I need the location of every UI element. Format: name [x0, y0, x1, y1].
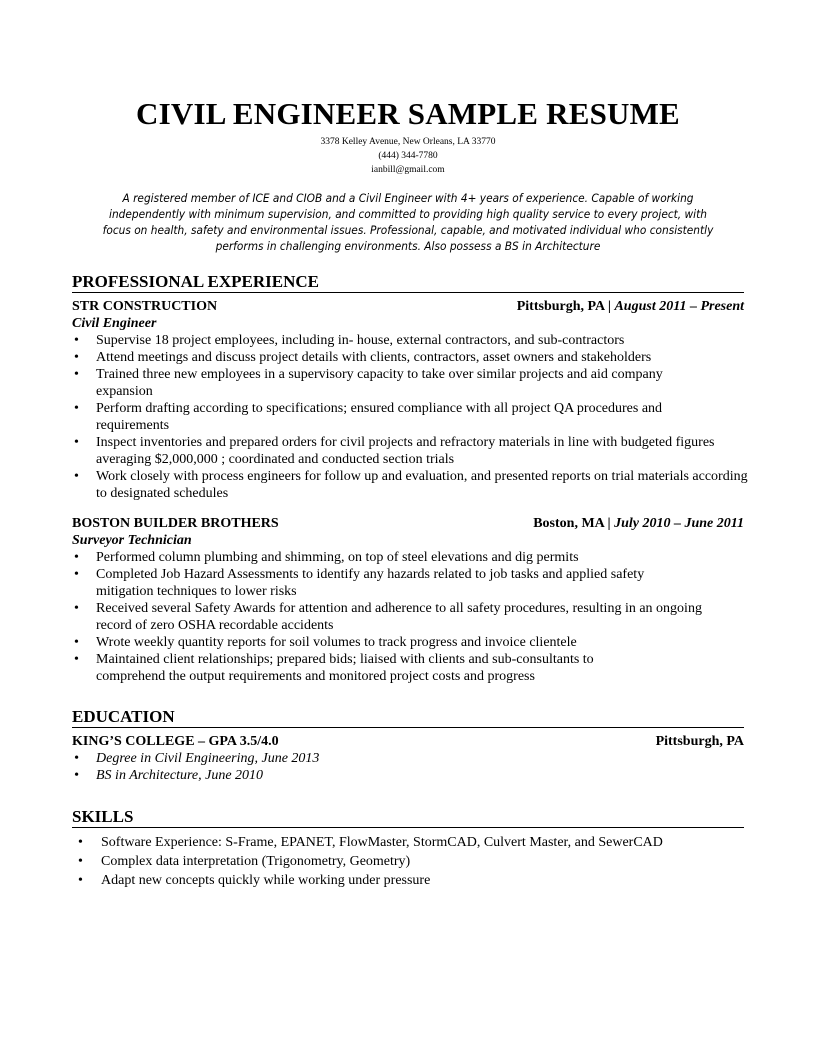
- job-bullet: • Received several Safety Awards for attention and adherence to all safety procedures, resulting in an ongoing record of zero OSHA recordable accidents: [72, 600, 706, 634]
- school-name: KING’S COLLEGE – GPA 3.5/4.0: [72, 734, 279, 749]
- job-location: Pittsburgh, PA |: [516, 299, 611, 314]
- job-dates: August 2011 – Present: [614, 299, 744, 314]
- job-bullet: • Maintained client relationships; prepared bids; liaised with clients and sub-consultants to comprehend the output requirements and monitored project costs and progress: [72, 651, 656, 685]
- section-heading-education: EDUCATION: [72, 707, 744, 728]
- skill-item: • Software Experience: S-Frame, EPANET, FlowMaster, StormCAD, Culvert Master, and SewerCAD: [76, 833, 752, 852]
- job-header: [72, 298, 744, 315]
- skill-item: • Complex data interpretation (Trigonometry, Geometry): [76, 852, 752, 871]
- education-item: • BS in Architecture, June 2010: [72, 767, 748, 784]
- job-dates: July 2010 – June 2011: [614, 516, 744, 531]
- job-bullet-list: [72, 332, 748, 502]
- job-bullet: • Performed column plumbing and shimming, on top of steel elevations and dig permits: [72, 549, 748, 566]
- section-heading-experience: PROFESSIONAL EXPERIENCE: [72, 272, 744, 293]
- job-bullet: • Supervise 18 project employees, including in- house, external contractors, and sub-contractors: [72, 332, 748, 349]
- education-item: • Degree in Civil Engineering, June 2013: [72, 750, 748, 767]
- contact-address: 3378 Kelley Avenue, New Orleans, LA 33770: [320, 137, 496, 147]
- job-bullet: • Work closely with process engineers for follow up and evaluation, and presented reports on trial materials according to designated schedules: [72, 468, 751, 502]
- job-bullet: • Perform drafting according to specifications; ensured compliance with all project QA procedures and requirements: [72, 400, 671, 434]
- job-bullet: • Trained three new employees in a supervisory capacity to take over similar projects and aid company expansion: [72, 366, 696, 400]
- section-heading-skills: SKILLS: [72, 807, 744, 828]
- skill-item: • Adapt new concepts quickly while working under pressure: [76, 871, 752, 890]
- job-location-dates: [533, 515, 744, 532]
- job-bullet: • Inspect inventories and prepared orders for civil projects and refractory materials in line with budgeted figures averaging $2,000,000 ; coordinated and conducted section trials: [72, 434, 748, 468]
- resume-title: CIVIL ENGINEER SAMPLE RESUME: [136, 96, 680, 131]
- education-header: [72, 733, 744, 750]
- job-location: Boston, MA |: [533, 516, 611, 531]
- job-bullet-list: [72, 549, 748, 685]
- company-name: STR CONSTRUCTION: [72, 299, 218, 314]
- skills-list: [76, 833, 752, 890]
- job-bullet: • Completed Job Hazard Assessments to identify any hazards related to job tasks and applied safety mitigation techniques to lower risks: [72, 566, 696, 600]
- job-title: Civil Engineer: [72, 316, 157, 331]
- contact-email: ianbill@gmail.com: [371, 165, 445, 175]
- company-name: BOSTON BUILDER BROTHERS: [72, 516, 279, 531]
- education-list: [72, 750, 748, 784]
- job-title: Surveyor Technician: [72, 533, 192, 548]
- school-location: Pittsburgh, PA: [655, 734, 744, 749]
- job-location-dates: [517, 298, 744, 315]
- job-header: [72, 515, 744, 532]
- job-bullet: • Attend meetings and discuss project details with clients, contractors, asset owners and stakeholders: [72, 349, 748, 366]
- job-bullet: • Wrote weekly quantity reports for soil volumes to track progress and invoice clientele: [72, 634, 748, 651]
- professional-summary: A registered member of ICE and CIOB and a Civil Engineer with 4+ years of experience. Capable of working independently with minimum supervision, and committed to providing high quality service to every project, with focus on health, safety and environmental issues. Professional, capable, and motivated individual who consistently performs in challenging environments. Also possess a BS in Architecture: [102, 191, 714, 253]
- contact-phone: (444) 344-7780: [378, 151, 438, 161]
